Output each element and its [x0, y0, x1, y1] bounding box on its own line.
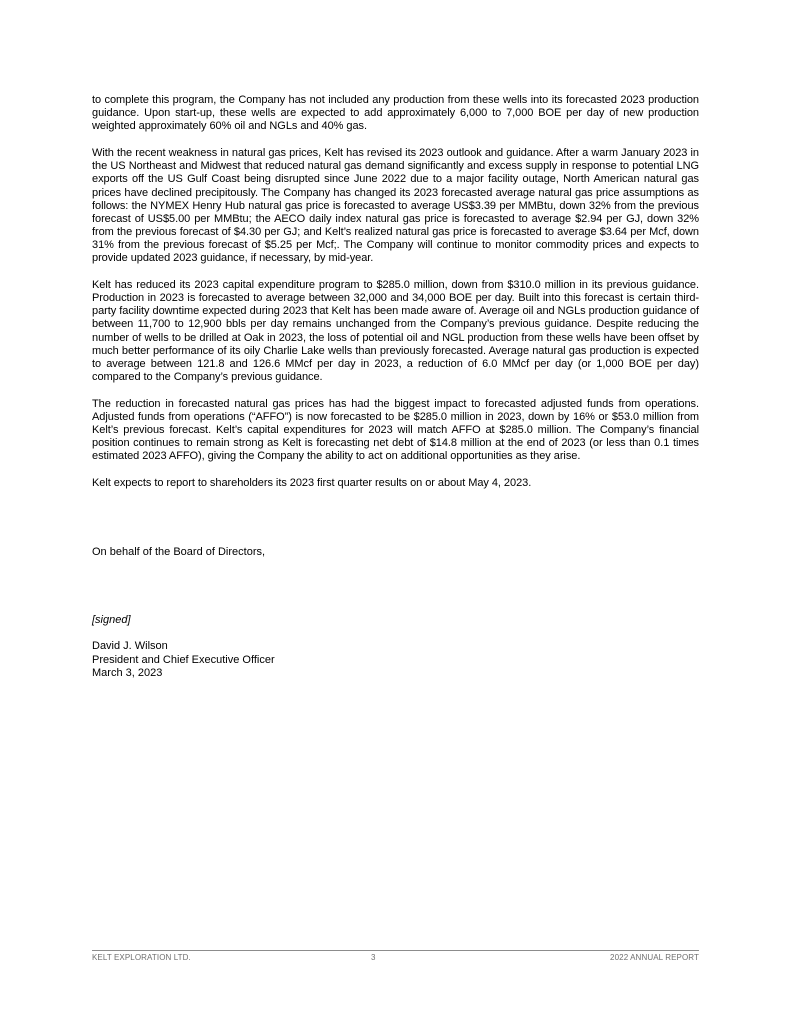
body-text [92, 94, 699, 490]
closing-salutation: On behalf of the Board of Directors, [92, 546, 266, 558]
footer-divider [92, 950, 699, 951]
footer-company: KELT EXPLORATION LTD. [92, 953, 191, 962]
paragraph-q1-report-date: Kelt expects to report to shareholders its 2023 first quarter results on or about May 4, 2023. [92, 477, 532, 490]
footer-page-number: 3 [371, 953, 376, 962]
paragraph-affo-forecast: The reduction in forecasted natural gas prices has had the biggest impact to forecasted adjusted funds from operations. Adjusted funds from operations (“AFFO”) is now forecasted to be $285.0 million in 2023, down by 16% or $53.0 million from Kelt’s previous forecast. Kelt’s capital expenditures for 2023 will match AFFO at $285.0 million. The Company’s financial position continues to remain strong as Kelt is forecasting net debt of $14.8 million at the end of 2023 (or less than 0.1 times estimated 2023 AFFO), giving the Company the ability to act on additional opportunities as they arise. [92, 397, 699, 463]
signatory-title: President and Chief Executive Officer [92, 653, 275, 666]
paragraph-production-startup: to complete this program, the Company has not included any production from these wells into its forecasted 2023 production guidance. Upon start-up, these wells are expected to add approximately 6,000 to 7,000 BOE per day of new production weighted approximately 60% oil and NGLs and 40% gas. [92, 94, 699, 133]
signature-block [92, 640, 275, 681]
signature-date: March 3, 2023 [92, 667, 163, 679]
signatory-name: David J. Wilson [92, 640, 168, 652]
paragraph-gas-price-outlook: With the recent weakness in natural gas prices, Kelt has revised its 2023 outlook and guidance. After a warm January 2023 in the US Northeast and Midwest that reduced natural gas demand significantly and excess supply in response to potential LNG exports off the US Gulf Coast being disrupted since June 2022 due to a major facility outage, North American natural gas prices have declined precipitously. The Company has changed its 2023 forecasted average natural gas price assumptions as follows: the NYMEX Henry Hub natural gas price is forecasted to average US$3.39 per MMBtu, down 32% from the previous forecast of US$5.00 per MMBtu; the AECO daily index natural gas price is forecasted to average $2.94 per GJ, down 32% from the previous forecast of $4.30 per GJ; and Kelt’s realized natural gas price is forecasted to average $3.64 per Mcf, down 31% from the previous forecast of $5.25 per Mcf;. The Company will continue to monitor commodity prices and expects to provide updated 2023 guidance, if necessary, by mid-year. [92, 147, 699, 265]
paragraph-capital-guidance: Kelt has reduced its 2023 capital expenditure program to $285.0 million, down from $310.0 million in its previous guidance. Production in 2023 is forecasted to average between 32,000 and 34,000 BOE per day. Built into this forecast is certain third-party facility downtime expected during 2023 that Kelt has been made aware of. Average oil and NGLs production guidance of between 11,700 to 12,900 bbls per day remains unchanged from the Company’s previous guidance. Despite reducing the number of wells to be drilled at Oak in 2023, the loss of potential oil and NGL production from these wells have been offset by much better performance of its oily Charlie Lake wells than previously forecasted. Average natural gas production is expected to average between 121.8 and 126.6 MMcf per day in 2023, a reduction of 6.0 MMcf per day (or 1,000 BOE per day) compared to the Company’s previous guidance. [92, 279, 699, 383]
signature-mark: [signed] [92, 614, 131, 626]
footer-report-title: 2022 ANNUAL REPORT [610, 953, 699, 962]
